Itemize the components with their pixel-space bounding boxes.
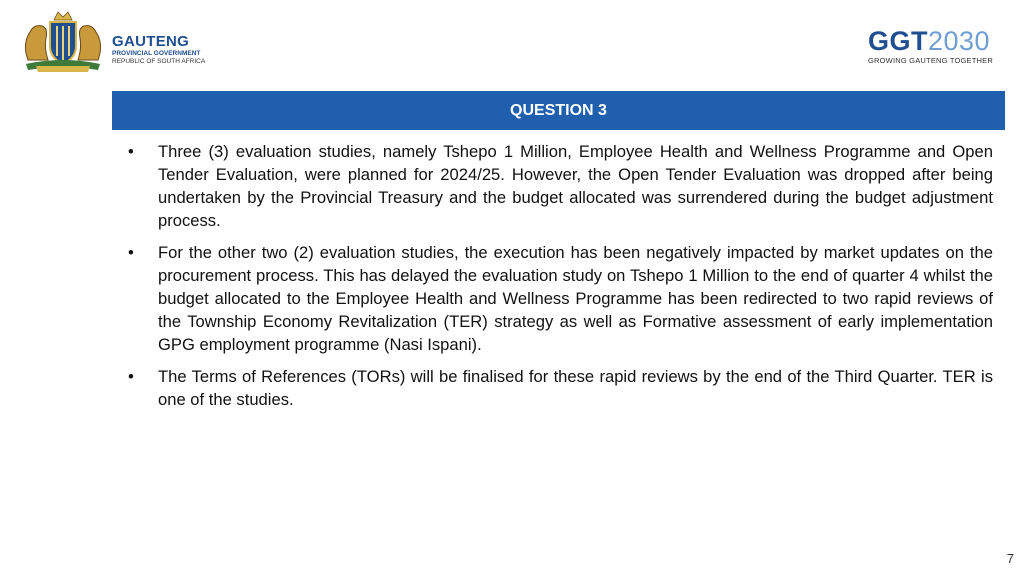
bullet-text: The Terms of References (TORs) will be finalised for these rapid reviews by the end of the Third Quarter. TER is one of the studies.: [158, 367, 993, 409]
gauteng-republic: REPUBLIC OF SOUTH AFRICA: [112, 58, 206, 65]
gauteng-logo: [14, 8, 214, 76]
gauteng-provincial-government: PROVINCIAL GOVERNMENT: [112, 50, 201, 57]
ggt-text: GGT: [868, 26, 928, 56]
bullet-text: Three (3) evaluation studies, namely Tshepo 1 Million, Employee Health and Wellness Programme and Open Tender Evaluation, were planned for 2024/25. However, the Open Tender Evaluation was dropped after being undertaken by the Provincial Treasury and the budget allocated was surrendered during the budget adjustment process.: [158, 142, 993, 230]
ggt-year: 2030: [928, 26, 991, 56]
bullet-marker: •: [128, 367, 134, 386]
bullet-text: For the other two (2) evaluation studies, the execution has been negatively impacted by market updates on the procurement process. This has delayed the evaluation study on Tshepo 1 Million to the end of quarter 4 whilst the budget allocated to the Employee Health and Wellness Programme has been redirected to two rapid reviews of the Township Economy Revitalization (TER) strategy as well as Formative assessment of early implementation GPG employment programme (Nasi Ispani).: [158, 243, 993, 354]
gauteng-name: GAUTENG: [112, 33, 190, 50]
bullet-marker: •: [128, 142, 134, 161]
ggt-tagline: GROWING GAUTENG TOGETHER: [868, 56, 993, 65]
bullet-list: [128, 140, 993, 420]
bullet-item: [128, 241, 993, 356]
coat-of-arms-icon: [18, 8, 108, 74]
banner-title: QUESTION 3: [510, 101, 607, 119]
page-number: 7: [1006, 551, 1014, 566]
bullet-item: [128, 365, 993, 411]
bullet-item: [128, 140, 993, 232]
ggt2030-logo: [868, 26, 1008, 70]
bullet-marker: •: [128, 243, 134, 262]
question-banner: [112, 91, 1005, 130]
